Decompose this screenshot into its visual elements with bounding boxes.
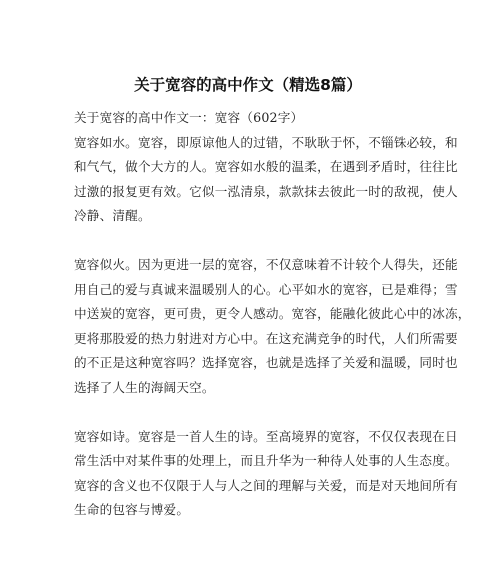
paragraph-line: 用自己的爱与真诚来温暖别人的心。心平如水的宽容，已是难得；雪 (74, 281, 458, 297)
paragraph-line: 选择了人生的海阔天空。 (74, 379, 215, 395)
paragraph-line: 宽容的含义也不仅限于人与人之间的理解与关爱，而是对天地间所有 (74, 477, 458, 493)
paragraph-line: 宽容如水。宽容，即原谅他人的过错，不耿耿于怀，不锱铢必较，和 (74, 134, 458, 150)
paragraph-line: 中送炭的宽容，更可贵，更令人感动。宽容，能融化彼此心中的冰冻， (74, 306, 471, 321)
paragraph-3 (74, 425, 458, 523)
paragraph-line: 宽容似火。因为更进一层的宽容，不仅意味着不计较个人得失，还能 (74, 257, 458, 272)
paragraph-gap (74, 400, 424, 425)
document-title: 关于宽容的高中作文（精选8篇） (134, 76, 362, 94)
document-body (74, 106, 471, 523)
essay-subtitle: 关于宽容的高中作文一：宽容（602字） (74, 110, 304, 125)
paragraph-gap (74, 229, 424, 254)
paragraph-line: 的不正是这种宽容吗？选择宽容，也就是选择了关爱和温暖，同时也 (74, 355, 458, 370)
paragraph-line: 宽容如诗。宽容是一首人生的诗。至高境界的宽容，不仅仅表现在日 (74, 428, 458, 444)
paragraph-line: 常生活中对某件事的处理上，而且升华为一种待人处事的人生态度。 (74, 453, 458, 468)
paragraph-line: 和气气，做个大方的人。宽容如水般的温柔，在遇到矛盾时，往往比 (74, 159, 458, 174)
paragraph-line: 冷静、清醒。 (74, 208, 151, 223)
paragraph-line: 生命的包容与博爱。 (74, 502, 190, 517)
paragraph-line: 过激的报复更有效。它似一泓清泉，款款抹去彼此一时的敌视，使人 (74, 183, 458, 199)
paragraph-line: 更将那股爱的热力射进对方心中。在这充满竞争的时代，人们所需要 (74, 330, 458, 346)
paragraph-1 (74, 131, 458, 229)
paragraph-2 (74, 253, 471, 400)
